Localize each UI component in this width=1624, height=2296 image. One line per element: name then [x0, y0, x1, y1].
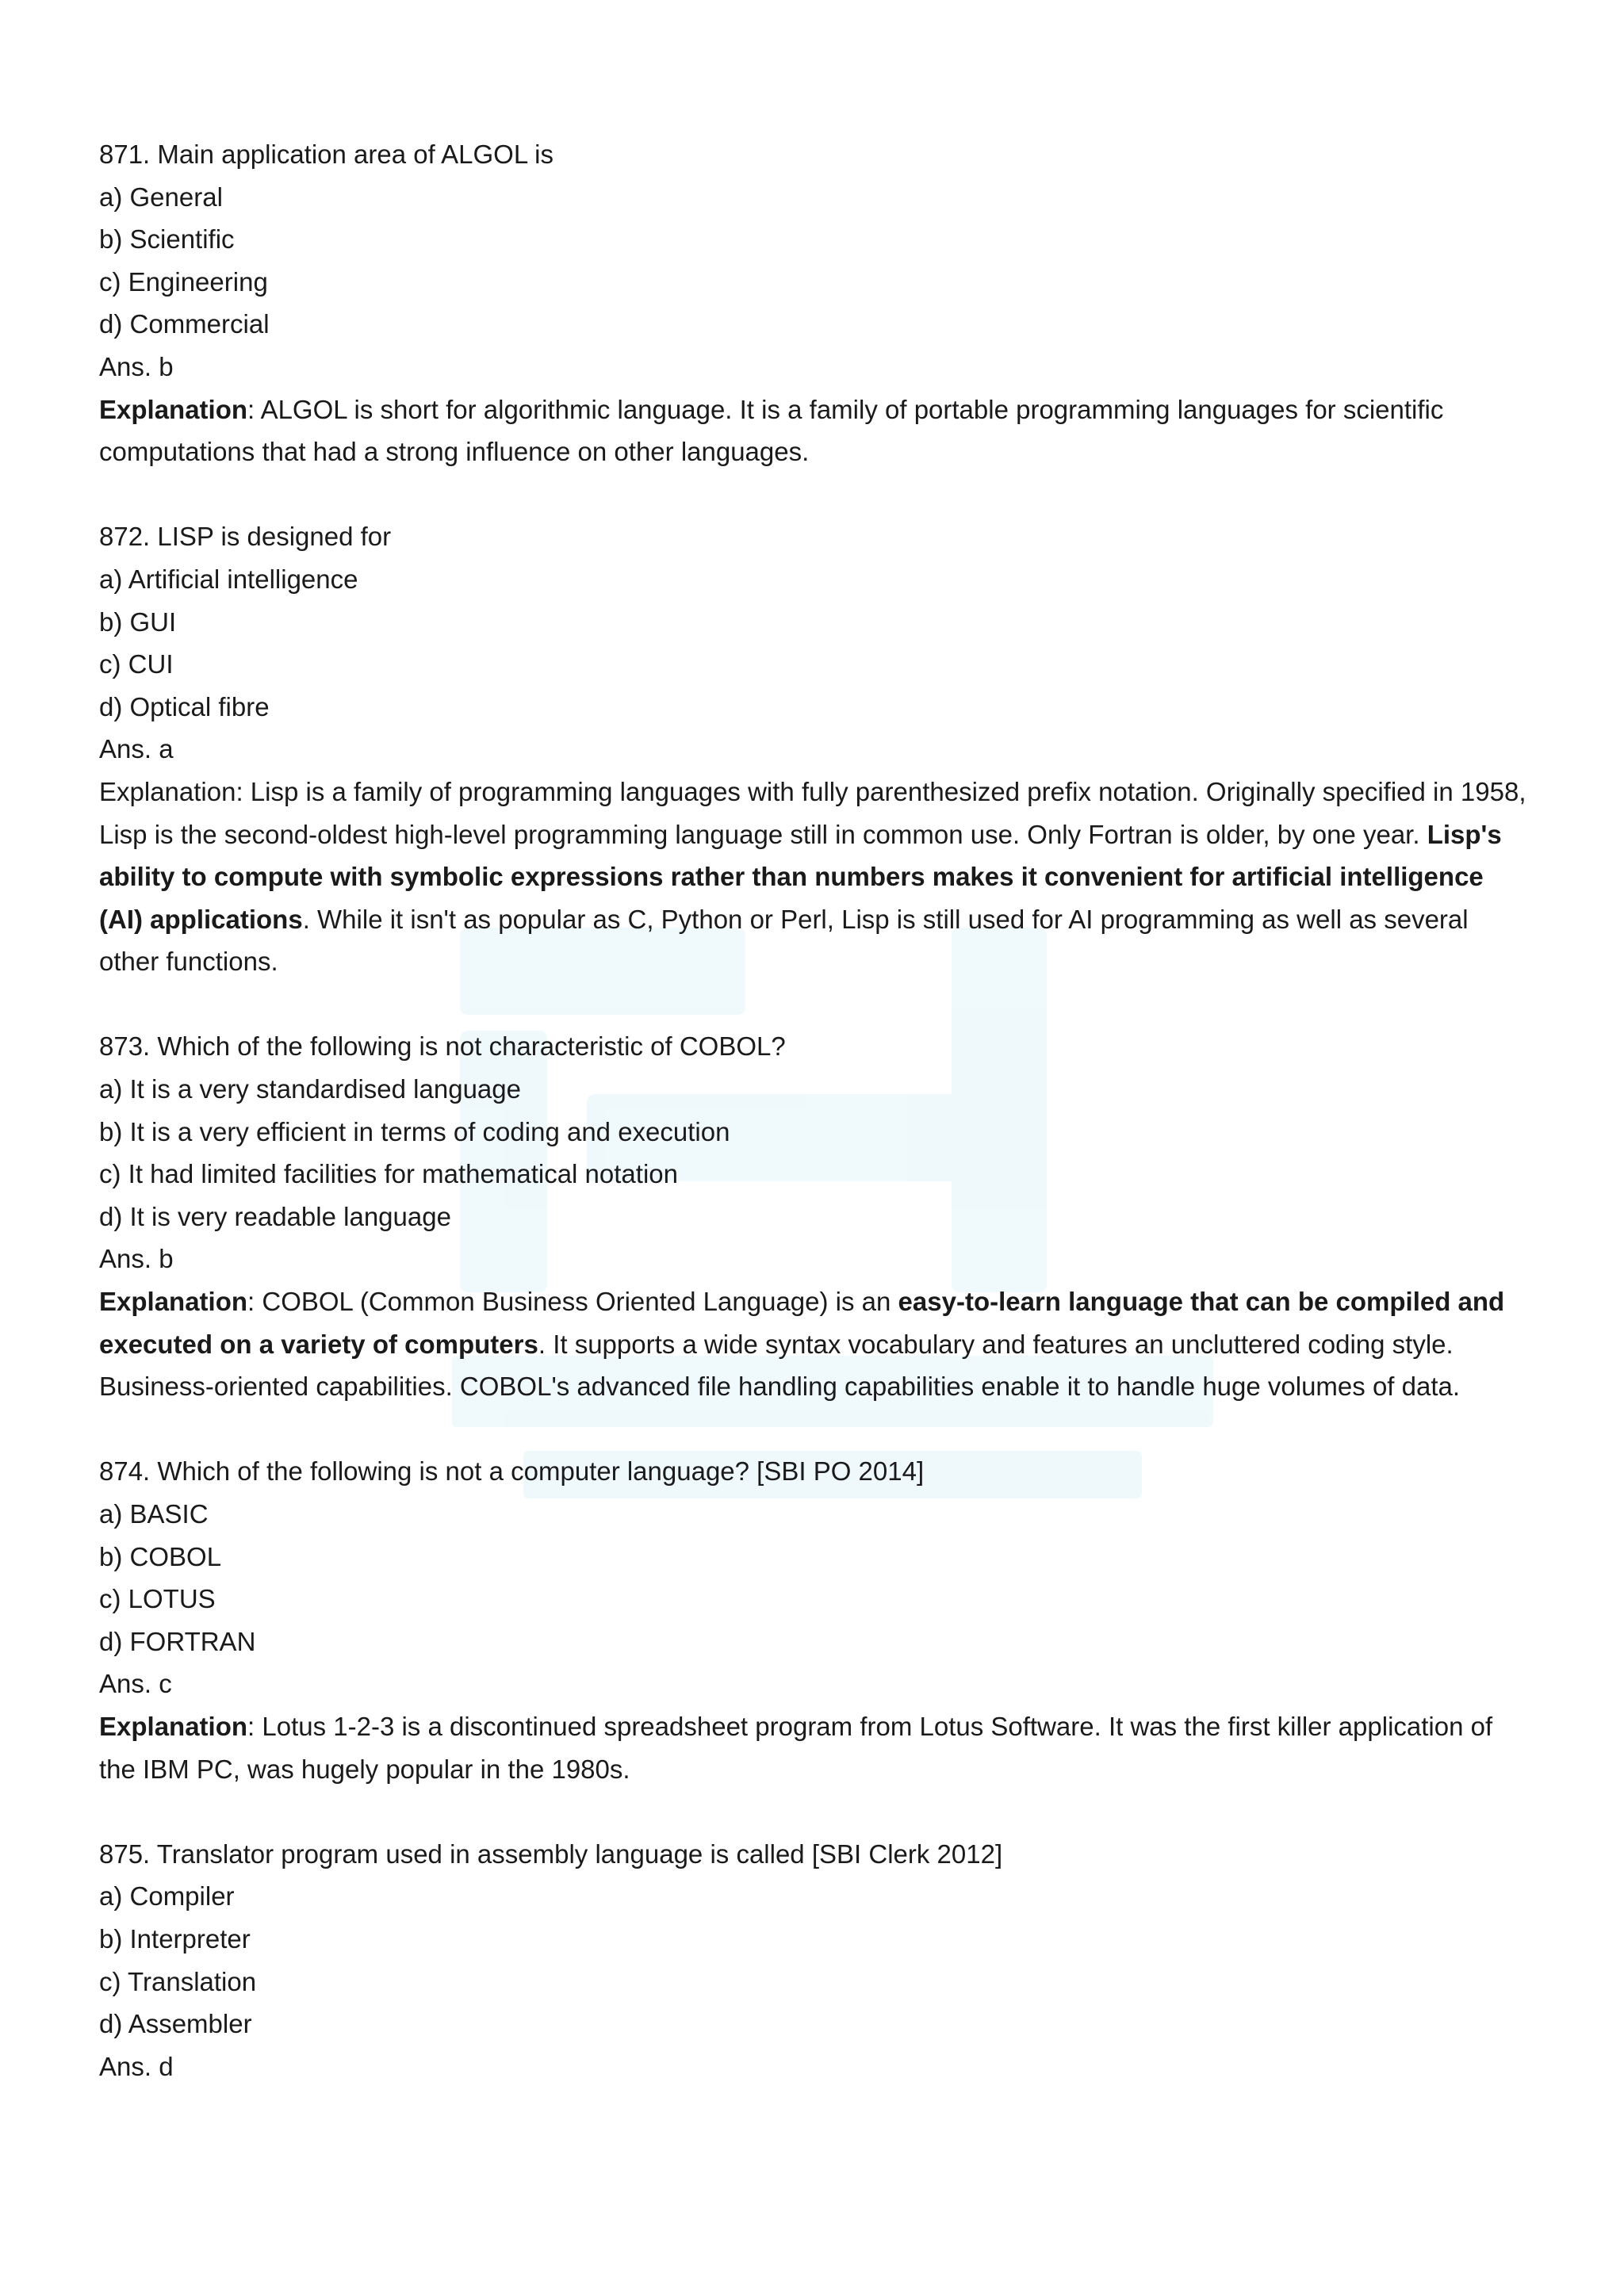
question-875: [99, 1833, 1526, 2088]
explanation: Explanation: COBOL (Common Business Oriented Language) is an easy-to-learn language that can be compiled and executed on a variety of computers. It supports a wide syntax vocabulary and features an uncluttered coding style. Business-oriented capabilities. COBOL's advanced file handling capabilities enable it to handle huge volumes of data.: [99, 1287, 1505, 1402]
option-a: a) BASIC: [99, 1499, 209, 1529]
answer: Ans. b: [99, 1244, 174, 1274]
document-page: [99, 133, 1526, 2087]
option-d: d) Assembler: [99, 2009, 252, 2039]
explanation-label: Explanation: [99, 1711, 248, 1741]
option-d: d) FORTRAN: [99, 1626, 256, 1656]
option-c: c) LOTUS: [99, 1584, 216, 1614]
option-a: a) General: [99, 182, 223, 212]
option-c: c) CUI: [99, 649, 174, 679]
option-b: b) It is a very efficient in terms of coding and execution: [99, 1116, 730, 1146]
option-b: b) GUI: [99, 607, 177, 637]
option-a: a) Compiler: [99, 1881, 235, 1911]
question-872: [99, 515, 1526, 983]
explanation-highlight: Lisp's ability to compute with symbolic expressions rather than numbers makes it convenient for artificial intelligence (AI) applications: [99, 819, 1502, 934]
option-b: b) COBOL: [99, 1541, 222, 1571]
explanation: Explanation: ALGOL is short for algorithmic language. It is a family of portable programming languages for scientific computations that had a strong influence on other languages.: [99, 394, 1444, 467]
option-a: a) Artificial intelligence: [99, 564, 358, 594]
explanation-label: Explanation: [99, 1287, 248, 1317]
question-text: 873. Which of the following is not characteristic of COBOL?: [99, 1031, 786, 1062]
explanation-highlight: easy-to-learn language that can be compiled and executed on a variety of computers: [99, 1287, 1505, 1359]
option-c: c) Engineering: [99, 266, 268, 297]
option-b: b) Scientific: [99, 224, 235, 254]
option-d: d) Commercial: [99, 309, 270, 339]
option-c: c) Translation: [99, 1966, 257, 1996]
question-text: 871. Main application area of ALGOL is: [99, 140, 553, 169]
question-text: 872. LISP is designed for: [99, 522, 392, 552]
option-b: b) Interpreter: [99, 1923, 251, 1954]
answer: Ans. c: [99, 1669, 172, 1699]
question-text: 875. Translator program used in assembly language is called [SBI Clerk 2012]: [99, 1839, 1003, 1869]
answer: Ans. b: [99, 351, 174, 381]
question-873: [99, 1025, 1526, 1407]
explanation-label: Explanation: [99, 394, 248, 424]
explanation-text: ALGOL is short for algorithmic language. It is a family of portable programming languages for scientific computations that had a strong influence on other languages.: [99, 394, 1444, 467]
explanation: Explanation: Lotus 1-2-3 is a discontinued spreadsheet program from Lotus Software. It was the first killer application of the IBM PC, was hugely popular in the 1980s.: [99, 1711, 1493, 1784]
explanation-text: Lotus 1-2-3 is a discontinued spreadsheet program from Lotus Software. It was the first killer application of the IBM PC, was hugely popular in the 1980s.: [99, 1711, 1493, 1784]
question-874: [99, 1450, 1526, 1790]
option-d: d) It is very readable language: [99, 1201, 451, 1231]
answer: Ans. d: [99, 2051, 174, 2081]
question-text: 874. Which of the following is not a computer language? [SBI PO 2014]: [99, 1456, 925, 1487]
option-d: d) Optical fibre: [99, 691, 270, 721]
question-871: [99, 133, 1526, 473]
option-c: c) It had limited facilities for mathematical notation: [99, 1159, 678, 1189]
option-a: a) It is a very standardised language: [99, 1074, 521, 1104]
answer: Ans. a: [99, 734, 174, 764]
explanation: Explanation: Lisp is a family of programming languages with fully parenthesized prefix notation. Originally specified in 1958, Lisp is the second-oldest high-level programming language still in common use. Only Fortran is older, by one year. Lisp's ability to compute with symbolic expressions rather than numbers makes it convenient for artificial intelligence (AI) applications. While it isn't as popular as C, Python or Perl, Lisp is still used for AI programming as well as several other functions.: [99, 776, 1526, 977]
